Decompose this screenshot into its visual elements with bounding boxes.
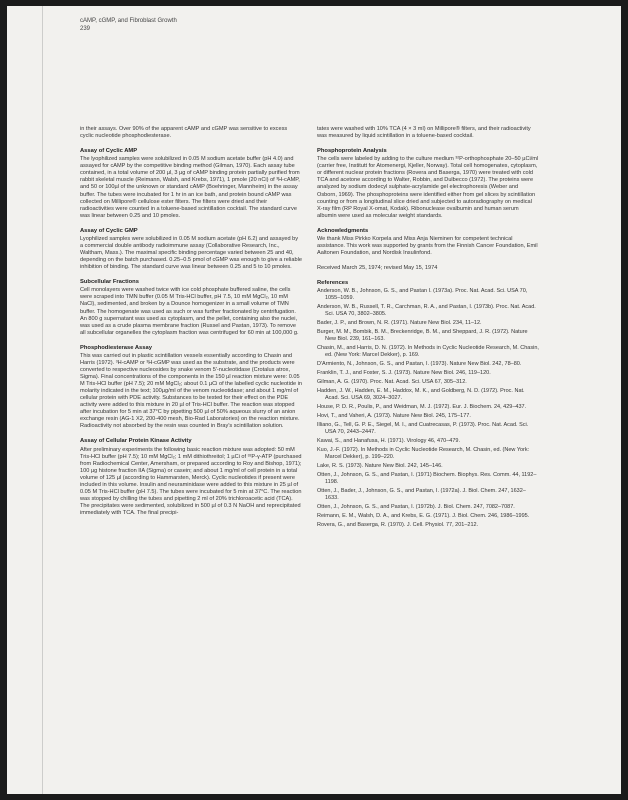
section-text-phosphodiesterase-assay: This was carried out in plastic scintillation vessels essentially according to Chasin and Harris (1972). ³H-cAMP or ³H-cGMP was used as the substrate, and the products were converted to respective nucleosides by snake venom 5′-nucleotidase (Crotalus atrox, Sigma). Final concentrations of the components in the 150 µl reaction mixture were: 0.05 M Tris-HCl buffer (pH 7.5); 20 mM MgCl₂; about 0.1 µCi of the labelled cyclic nucleotide in molarity indicated in the text; 100µg/ml of the venom nucleotidase; and about 1 mg/ml of cellular protein with PDE activity. Substances to be tested for their effect on the PDE activity were added to this mixture in 20 µl of Tris-HCl buffer. The reaction was stopped after incubation for 5 min at 37°C by pipetting 500 µl of 50% aqueous slurry of an anion exchange resin (AG-1 X2, 200-400 mesh, Bio-Rad Laboratories) on the reaction mixture. Radioactivity not absorbed by the resin was counted in Bray's scintillation solution. [80,352,302,430]
reference-item: Chasin, M., and Harris, D. N. (1972). In Methods in Cyclic Nucleotide Research, M. Chasin, ed. (New York: Marcel Dekker), p. 169. [317,345,539,359]
section-heading-camp-assay: Assay of Cyclic AMP [80,148,138,155]
reference-item: D'Armiento, N., Johnson, G. S., and Pastan, I. (1973). Nature New Biol. 242, 78–80. [317,361,522,368]
running-head [80,18,177,33]
reference-item: Hadden, J. W., Hadden, E. M., Haddox, M. K., and Goldberg, N. D. (1972). Proc. Nat. Acad. Sci. USA 69, 3024–3027. [317,388,525,402]
reference-item: Kawai, S., and Hanafusa, H. (1971). Virology 46, 470–479. [317,438,460,445]
section-text-acknowledgments: We thank Miss Pirkko Korpela and Miss Anja Nieminen for competent technical assistance. This work was supported by grants from the Finnish Cancer Foundation, Emil Aaltonen Foundation, and Nordisk Insulinfond. [317,235,538,257]
section-heading-acknowledgments: Acknowledgments [317,227,369,234]
section-heading-phosphodiesterase-assay: Phosphodiesterase Assay [80,344,152,351]
right-column [317,126,539,531]
section-heading-phosphoprotein-analysis: Phosphoprotein Analysis [317,148,387,155]
received-dates: Received March 25, 1974; revised May 15, 1974 [317,265,438,272]
reference-item: Otten, J., Johnson, G. S., and Pastan, I. (1972b). J. Biol. Chem. 247, 7082–7087. [317,504,515,511]
reference-item: Franklin, T. J., and Foster, S. J. (1973). Nature New Biol. 246, 119–120. [317,370,491,377]
reference-list [317,288,539,529]
reference-item: Hovi, T., and Vaheri, A. (1973). Nature New Biol. 245, 175–177. [317,413,471,420]
section-heading-protein-kinase-assay: Assay of Cellular Protein Kinase Activity [80,438,192,445]
reference-item: Burger, M. M., Bombik, B. M., Breckenridge, B. M., and Sheppard, J. R. (1972). Nature New Biol. 239, 161–163. [317,329,528,343]
section-text-phosphoprotein-analysis: The cells were labeled by adding to the culture medium ³²P-orthophosphate 20–50 µCi/ml (carrier free, Institutt for Atomenergi, Kjeller, Norway). Total cell homogenates, cytoplasm, or different nuclear protein fractions (Rovera and Baserga, 1970) were treated with cold TCA and acetone according to Walter, Robbin, and Dulbecco (1972). The proteins were analyzed by sodium dodecyl sulphate-acrylamide gel electrophoresis (Weber and Osborn, 1969). The phosphoproteins were identified either from gel slices by scintillation counting or from a longitudinal slice dried and subjected to autoradiography on medical X-ray film (RP Royal X-omat, Kodak). Ribonuclease ovalbumin and human serum albumin were used as molecular weight standards. [317,156,539,219]
reference-item: Gilman, A. G. (1970). Proc. Nat. Acad. Sci. USA 67, 305–312. [317,379,467,386]
reference-item: Otten, J., Bader, J., Johnson, G. S., and Pastan, I. (1972a). J. Biol. Chem. 247, 1632–1633. [317,488,526,502]
page-fold-line [42,6,43,794]
reference-item: House, P. D. R., Poulis, P., and Weidman, M. J. (1972). Eur. J. Biochem. 24, 429–437. [317,404,527,411]
document-page [7,6,621,794]
reference-item: Kuo, J.-F. (1972). In Methods in Cyclic Nucleotide Research, M. Chasin, ed. (New York: Marcel Dekker), p. 199–220. [317,447,530,461]
running-head-title: cAMP, cGMP, and Fibroblast Growth [80,18,177,24]
left-intro-paragraph: in their assays. Over 90% of the apparent cAMP and cGMP was sensitive to excess cyclic nucleotide phosphodiesterase. [80,126,288,140]
right-intro-paragraph: tates were washed with 10% TCA (4 × 3 ml) on Millipore® filters, and their radioactivity was measured by liquid scintillation in a toluene-based cocktail. [317,126,531,140]
section-text-subcellular-fractions: Cell monolayers were washed twice with ice cold phosphate buffered saline, the cells were scraped into TMN buffer (0.05 M Tris-HCl buffer, pH 7.5, 10 mM MgCl₂, 10 mM NaCl), sedimented, and broken by a Dounce homogenizer in a small volume of TMN buffer. The homogenate was used as such or was further fractionated by centrifugation. An 800 g supernatant was used as cytoplasm, and the pellet, containing also the nuclei, was used as a crude plasma membrane fraction (Russel and Pastan, 1973). To remove all subcellular organelles the cytoplasm fraction was centrifuged for 60 min at 100,000 g. [80,287,299,336]
section-text-cgmp-assay: Lyophilized samples were solubilized in 0.05 M sodium acetate (pH 6.2) and assayed by a commercial double antibody radioimmune assay (Collaborative Research, Inc., Waltham, Mass.). The maximal specific binding percentage varied between 25 and 40, depending on the batch purchased. 0.25–0.5 pmol of cGMP was enough to give a reliable inhibition of binding. The standard curve was linear between 0.25 and 5 to 10 pmoles. [80,235,302,271]
reference-item: Bader, J. P., and Brown, N. R. (1971). Nature New Biol. 234, 11–12. [317,320,482,327]
left-column [80,126,302,517]
reference-item: Otten, J., Johnson, G. S., and Pastan, I. (1971) Biochem. Biophys. Res. Comm. 44, 1192–1198. [317,472,537,486]
references-heading: References [317,280,349,287]
reference-item: Reimann, E. M., Walsh, D. A., and Krebs, E. G. (1971). J. Biol. Chem. 246, 1986–1995. [317,513,530,520]
reference-item: Anderson, W. B., Russell, T. R., Carchman, R. A., and Pastan, I. (1973b). Proc. Nat. Acad. Sci. USA 70, 3802–3805. [317,304,536,318]
section-heading-subcellular-fractions: Subcellular Fractions [80,279,139,286]
reference-item: Rovera, G., and Baserga, R. (1970). J. Cell. Physiol. 77, 201–212. [317,522,479,529]
section-text-camp-assay: The lyophilized samples were solubilized in 0.05 M sodium acetate buffer (pH 4.0) and assayed for cAMP by the competitive binding method (Gilman, 1970). Each assay tube contained, in a total volume of 200 µl, 3 µg of cAMP binding protein partially purified from rabbit skeletal muscle (Reimann, Walsh, and Krebs, 1971), 1 pmole (20 nCi) of ³H-cAMP, and 50 or 100µl of the unknown or standard cAMP (Boehringer, Mannheim) in the assay buffer. The tubes were incubated for 1 hr in an ice bath, and protein bound cAMP was collected on Millipore® cellulose ester filters. The filters were dried and their radioactivities were counted in a toluene-based scintillation cocktail. The standard curve was linear between 0.25 and 10 pmoles. [80,156,300,219]
reference-item: Lake, R. S. (1973). Nature New Biol. 242, 145–146. [317,463,443,470]
section-heading-cgmp-assay: Assay of Cyclic GMP [80,227,138,234]
page-number: 239 [80,25,91,32]
reference-item: Illiano, G., Tell, G. P. E., Siegel, M. I., and Cuatrecasas, P. (1973). Proc. Nat. Acad. Sci. USA 70, 2443–2447. [317,422,529,436]
section-text-protein-kinase-assay: After preliminary experiments the following basic reaction mixture was adopted: 50 mM Tris-HCl buffer (pH 7.5); 10 mM MgCl₂; 1 mM dithiothreitol; 1 µCi of ³²P-γ-ATP (purchased from Radiochemical Center, Amersham, or prepared according to Roy and Bishop, 1971); 100 µg histone fraction IIA (Sigma) or casein; and about 1 mg/ml of cell protein in a total volume of 125 µl (according to Hammarsten, Merck). Cyclic nucleotides if present were included in this volume. Insulin and neuraminidase were added to this mixture in 25 µl of 0.05 M Tris-HCl buffer (pH 7.5). The tubes were incubated for 5 min at 37°C. The reaction was stopped by chilling the tubes and pipetting 2 ml of 20% trichloroacetic acid (TCA). The precipitates were sedimented, solubilized in 500 µl of 0.3 N NaOH and reprecipitated immediately with TCA. The final precipi- [80,446,302,517]
reference-item: Anderson, W. B., Johnson, G. S., and Pastan I. (1973a). Proc. Nat. Acad. Sci. USA 70, 1055–1059. [317,288,528,302]
